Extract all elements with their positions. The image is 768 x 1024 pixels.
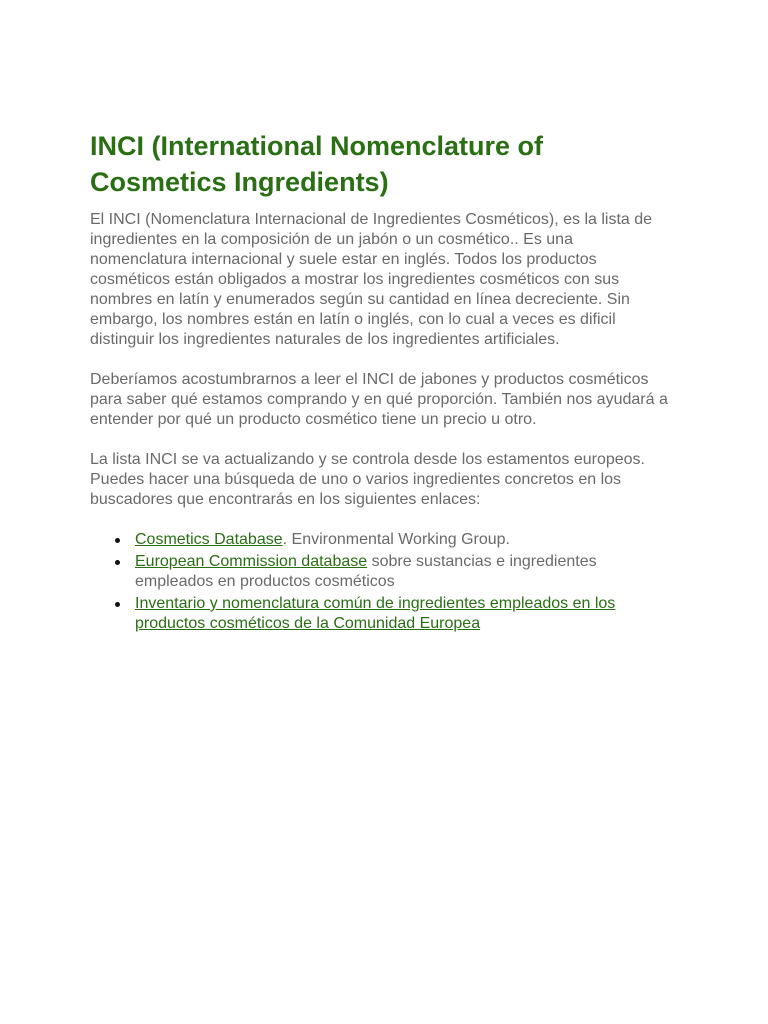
list-item	[135, 552, 670, 592]
bullet-icon	[115, 560, 120, 565]
list-item	[135, 594, 670, 634]
paragraph-intro: El INCI (Nomenclatura Internacional de Ingredientes Cosméticos), es la lista de ingredientes en la composición de un jabón o un cosmético.. Es una nomenclatura internacional y suele estar en inglés. Todos los productos cosméticos están obligados a mostrar los ingredientes cosméticos con sus nombres en latín y enumerados según su cantidad en línea decreciente. Sin embargo, los nombres están en latín o inglés, con lo cual a veces es dificil distinguir los ingredientes naturales de los ingredientes artificiales.	[90, 211, 653, 348]
link-list	[90, 530, 670, 634]
paragraph-search: La lista INCI se va actualizando y se controla desde los estamentos europeos. Puedes hacer una búsqueda de uno o varios ingredientes concretos en los buscadores que encontrarás en los siguientes enlaces:	[90, 451, 645, 508]
bullet-icon	[115, 602, 120, 607]
paragraph-advice: Deberíamos acostumbrarnos a leer el INCI de jabones y productos cosméticos para saber qué estamos comprando y en qué proporción. También nos ayudará a entender por qué un producto cosmético tiene un precio u otro.	[90, 371, 668, 428]
european-commission-database-link[interactable]: European Commission database	[135, 553, 368, 570]
inventario-nomenclatura-link[interactable]: Inventario y nomenclatura común de ingredientes empleados en los productos cosméticos de la Comunidad Europea	[135, 595, 616, 632]
bullet-icon	[115, 538, 120, 543]
document-page	[90, 128, 670, 636]
link-description: . Environmental Working Group.	[282, 531, 510, 548]
link-description: sobre sustancias e ingredientes empleados en productos cosméticos	[135, 553, 597, 590]
cosmetics-database-link[interactable]: Cosmetics Database	[135, 531, 283, 548]
list-item	[135, 530, 670, 550]
page-title: INCI (International Nomenclature of Cosmetics Ingredients)	[90, 131, 544, 197]
